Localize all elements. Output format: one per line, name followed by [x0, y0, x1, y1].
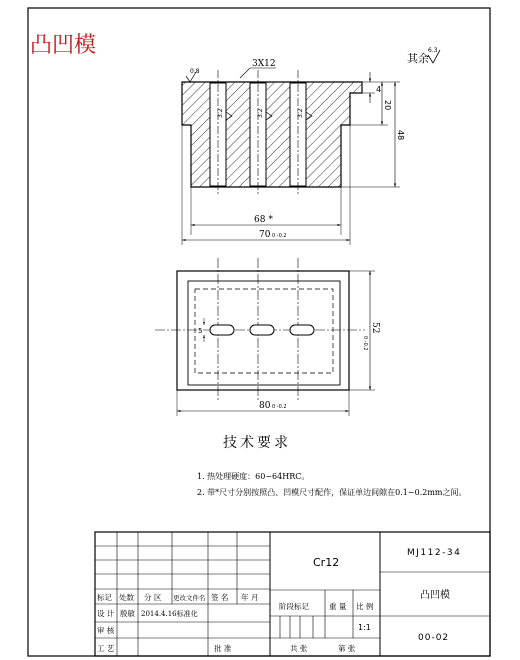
roughness-note-value: 6.3: [428, 47, 438, 54]
dim-20: 20: [383, 100, 392, 111]
dim-68: 68 *: [254, 215, 273, 225]
design-label: 设 计: [97, 609, 115, 618]
approve-label: 批 准: [214, 644, 232, 653]
part-name: 凸凹模: [420, 590, 450, 601]
dim-80: 80: [259, 401, 271, 411]
front-section-view: [182, 59, 405, 245]
header-count: 处数: [119, 593, 134, 602]
scale-value: 1:1: [358, 623, 371, 632]
header-mark: 标记: [97, 593, 112, 602]
slot-roughness-2: 3.2: [257, 108, 264, 118]
roughness-note: [407, 47, 440, 65]
header-date: 年 月: [241, 593, 259, 602]
slot-roughness-1: 3.2: [217, 108, 224, 118]
dim-4: 4: [376, 85, 382, 94]
tech-requirement-1: 1. 热处理硬度：60~64HRC。: [197, 472, 310, 481]
top-roughness-value: 0.8: [190, 68, 200, 75]
stage-label: 阶段标记: [279, 602, 309, 611]
dim-52-tol: 0 -0.2: [362, 336, 368, 351]
dim-52: 52: [370, 322, 380, 334]
top-slot-2: [250, 325, 274, 335]
dim-48: 48: [396, 130, 405, 141]
header-zone: 分 区: [144, 593, 162, 602]
review-label: 审 核: [97, 626, 115, 635]
drawing-number: MJ112-34: [407, 548, 462, 558]
header-change-doc: 更改文件名: [173, 594, 206, 602]
top-slot-1: [210, 325, 234, 335]
hole-note: 3X12: [252, 59, 276, 69]
slot-roughness-3: 3.2: [297, 108, 304, 118]
dim-80-tol: 0 -0.2: [272, 404, 287, 410]
design-date: 2014.4.16标准化: [141, 610, 198, 618]
section-body: [182, 82, 362, 187]
tech-requirement-2: 2. 带*尺寸分别按照凸、凹模尺寸配作，保证单边间隙在0.1~0.2mm之间。: [197, 488, 467, 497]
header-sign: 签 名: [211, 593, 229, 602]
dim-5: 5: [198, 327, 203, 335]
dim-70: 70: [259, 230, 271, 240]
roughness-note-label: 其余: [407, 52, 429, 65]
sheet-number-label: 第 张: [338, 644, 356, 653]
craft-label: 工 艺: [97, 644, 115, 653]
total-sheets-label: 共 张: [290, 644, 308, 653]
scale-label: 比 例: [356, 602, 374, 611]
weight-label: 重 量: [329, 602, 347, 611]
tech-requirements-title: 技术要求: [223, 435, 291, 451]
designer-name: 殷敏: [120, 609, 135, 618]
top-view: [155, 258, 380, 416]
drawing-title: 凸凹模: [30, 33, 97, 58]
material: Cr12: [313, 556, 340, 569]
hole-note-leader: [240, 68, 250, 78]
top-slot-3: [290, 325, 314, 335]
dim-70-tol: 0 -0.2: [272, 233, 287, 239]
drawing-code: 00-02: [418, 633, 450, 643]
